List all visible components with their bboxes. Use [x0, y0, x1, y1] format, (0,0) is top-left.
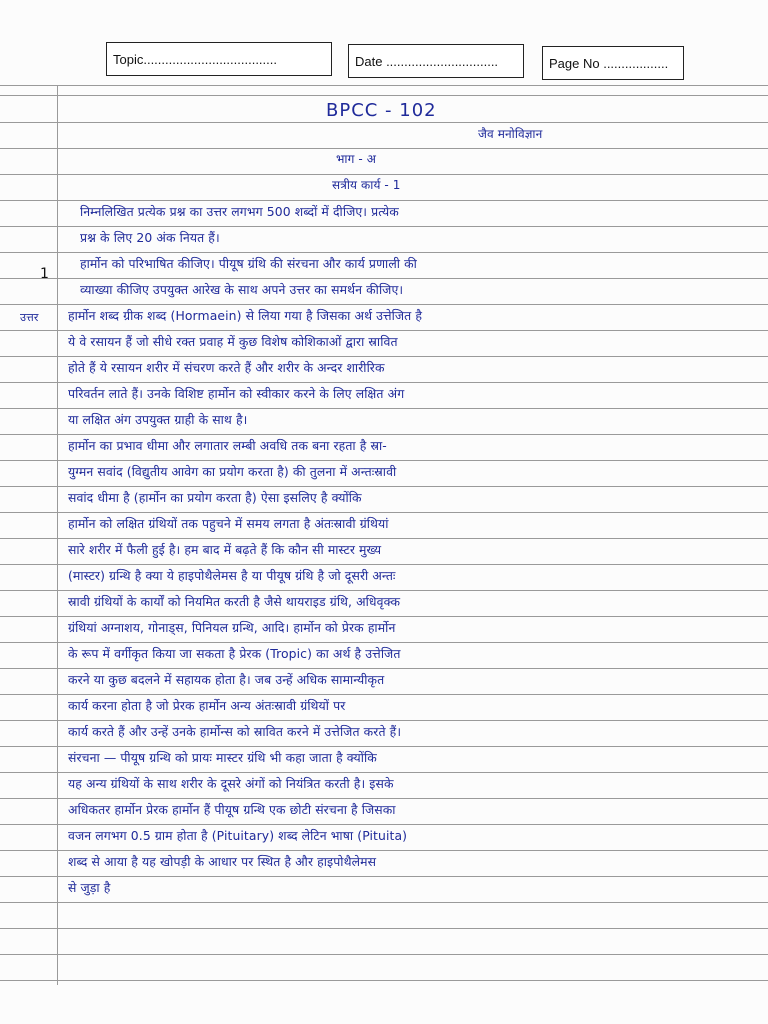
- ruled-line: [0, 200, 768, 201]
- answer-line: ग्रंथियां अग्नाशय, गोनाड्स, पिनियल ग्रन्थि, आदि। हार्मोन को प्रेरक हार्मोन: [68, 620, 396, 635]
- ruled-line: [0, 980, 768, 981]
- ruled-line: [0, 668, 768, 669]
- course-code: BPCC - 102: [326, 100, 437, 121]
- ruled-line: [0, 278, 768, 279]
- answer-line: के रूप में वर्गीकृत किया जा सकता है प्रेरक (Tropic) का अर्थ है उत्तेजित: [68, 646, 401, 661]
- ruled-line: [0, 798, 768, 799]
- page-no-box: [542, 46, 684, 80]
- ruled-line: [0, 616, 768, 617]
- answer-line: हार्मोन शब्द ग्रीक शब्द (Hormaein) से लिया गया है जिसका अर्थ उत्तेजित है: [68, 308, 423, 323]
- instruction-line: प्रश्न के लिए 20 अंक नियत हैं।: [80, 230, 220, 245]
- answer-line: कार्य करते हैं और उन्हें उनके हार्मोन्स को स्रावित करने में उत्तेजित करते हैं।: [68, 724, 402, 739]
- ruled-line: [0, 148, 768, 149]
- answer-line: (मास्टर) ग्रन्थि है क्या ये हाइपोथैलेमस है या पीयूष ग्रंथि है जो दूसरी अन्तः: [68, 568, 396, 583]
- answer-line: या लक्षित अंग उपयुक्त ग्राही के साथ है।: [68, 412, 248, 427]
- page-no-label: Page No ..................: [549, 55, 669, 71]
- answer-line: हार्मोन का प्रभाव धीमा और लगातार लम्बी अवधि तक बना रहता है स्रा-: [68, 438, 387, 453]
- answer-label: उत्तर: [20, 311, 39, 324]
- ruled-line: [0, 694, 768, 695]
- section-title: भाग - अ: [336, 152, 377, 166]
- answer-line: कार्य करना होता है जो प्रेरक हार्मोन अन्य अंतःस्रावी ग्रंथियों पर: [68, 698, 346, 713]
- ruled-line: [0, 928, 768, 929]
- date-label: Date ...............................: [355, 53, 499, 69]
- answer-line: सवांद धीमा है (हार्मोन का प्रयोग करता है) ऐसा इसलिए है क्योंकि: [68, 490, 362, 505]
- ruled-line: [0, 85, 768, 86]
- ruled-line: [0, 512, 768, 513]
- instruction-line: निम्नलिखित प्रत्येक प्रश्न का उत्तर लगभग 500 शब्दों में दीजिए। प्रत्येक: [80, 204, 399, 219]
- ruled-line: [0, 642, 768, 643]
- answer-line: से जुड़ा है: [68, 880, 111, 895]
- answer-line: संरचना — पीयूष ग्रन्थि को प्रायः मास्टर ग्रंथि भी कहा जाता है क्योंकि: [68, 750, 377, 765]
- ruled-line: [0, 174, 768, 175]
- ruled-line: [0, 95, 768, 96]
- margin-line: [57, 85, 58, 985]
- answer-line: परिवर्तन लाते हैं। उनके विशिष्ट हार्मोन को स्वीकार करने के लिए लक्षित अंग: [68, 386, 405, 401]
- answer-line: वजन लगभग 0.5 ग्राम होता है (Pituitary) शब्द लेटिन भाषा (Pituita): [68, 828, 408, 843]
- date-box: [348, 44, 524, 78]
- ruled-line: [0, 486, 768, 487]
- ruled-line: [0, 876, 768, 877]
- answer-line: ये वे रसायन हैं जो सीधे रक्त प्रवाह में कुछ विशेष कोशिकाओं द्वारा स्रावित: [68, 334, 398, 349]
- topic-label: Topic.....................................: [113, 51, 277, 67]
- ruled-line: [0, 434, 768, 435]
- ruled-line: [0, 356, 768, 357]
- answer-line: हार्मोन को लक्षित ग्रंथियों तक पहुचने में समय लगता है अंतःस्रावी ग्रंथियां: [68, 516, 389, 531]
- question-line: व्याख्या कीजिए उपयुक्त आरेख के साथ अपने उत्तर का समर्थन कीजिए।: [80, 282, 404, 297]
- ruled-line: [0, 122, 768, 123]
- ruled-line: [0, 824, 768, 825]
- answer-line: करने या कुछ बदलने में सहायक होता है। जब उन्हें अधिक सामान्यीकृत: [68, 672, 385, 687]
- topic-box: [106, 42, 332, 76]
- ruled-line: [0, 772, 768, 773]
- ruled-line: [0, 226, 768, 227]
- assignment-title: सत्रीय कार्य - 1: [332, 178, 401, 192]
- ruled-line: [0, 304, 768, 305]
- ruled-line: [0, 330, 768, 331]
- ruled-line: [0, 720, 768, 721]
- ruled-line: [0, 564, 768, 565]
- subject-title: जैव मनोविज्ञान: [478, 127, 543, 141]
- answer-line: अधिकतर हार्मोन प्रेरक हार्मोन हैं पीयूष ग्रन्थि एक छोटी संरचना है जिसका: [68, 802, 396, 817]
- answer-line: स्रावी ग्रंथियों के कार्यों को नियमित करती है जैसे थायराइड ग्रंथि, अधिवृक्क: [68, 594, 401, 609]
- ruled-line: [0, 408, 768, 409]
- question-number: 1: [40, 266, 50, 282]
- answer-line: यह अन्य ग्रंथियों के साथ शरीर के दूसरे अंगों को नियंत्रित करती है। इसके: [68, 776, 394, 791]
- ruled-line: [0, 590, 768, 591]
- ruled-line: [0, 252, 768, 253]
- answer-line: युग्मन सवांद (विद्युतीय आवेग का प्रयोग करता है) की तुलना में अन्तःस्रावी: [68, 464, 397, 479]
- question-line: हार्मोन को परिभाषित कीजिए। पीयूष ग्रंथि की संरचना और कार्य प्रणाली की: [80, 256, 417, 271]
- ruled-line: [0, 746, 768, 747]
- ruled-line: [0, 902, 768, 903]
- ruled-line: [0, 850, 768, 851]
- ruled-line: [0, 460, 768, 461]
- ruled-line: [0, 538, 768, 539]
- answer-line: शब्द से आया है यह खोपड़ी के आधार पर स्थित है और हाइपोथैलेमस: [68, 854, 377, 869]
- answer-line: होते हैं ये रसायन शरीर में संचरण करते हैं और शरीर के अन्दर शारीरिक: [68, 360, 385, 375]
- ruled-line: [0, 954, 768, 955]
- ruled-line: [0, 382, 768, 383]
- answer-line: सारे शरीर में फैली हुई है। हम बाद में बढ़ते हैं कि कौन सी मास्टर मुख्य: [68, 542, 382, 557]
